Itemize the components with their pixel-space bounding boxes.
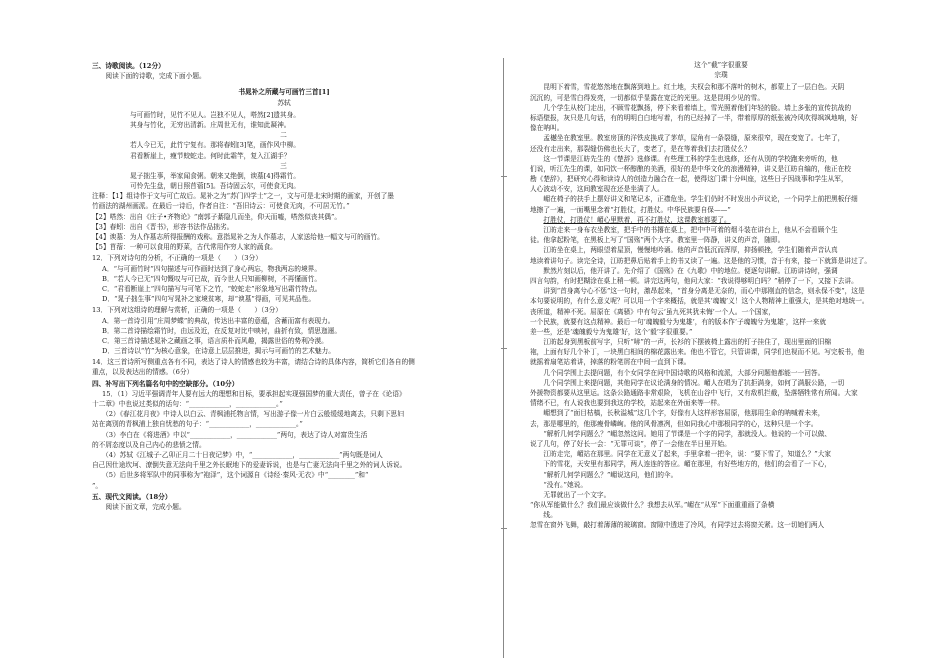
note-line: 【5】苜蓿：一种可以食用的野菜，古代常用作穷人家的蔬食。 xyxy=(92,243,277,252)
poem-line: 君看断崖上，瘦节蛟蛇走。何时此霜竿，复入江湖手？ xyxy=(130,151,291,160)
section5-title: 五、现代文阅读。（18分） xyxy=(92,492,172,501)
article-line: 去，那是哪里的，他那瘦骨嶙峋。他的风骨凛冽，但如同我心中那根同学的心，这种只是一个字。 xyxy=(530,419,818,428)
question-14-cont: 重点，以及表达出的情感。（6分） xyxy=(92,368,194,377)
q15-line: 自己因仕途坎坷、潦倒失意无法向千里之外长眠地下的爱妻诉说，也是与亡妻无法向千里之外的词人诉说。 xyxy=(92,461,407,470)
option-d: D．“晁子拙生事”四句写晁补之家境贫寒，却“谀墓”得画，可见其品性。 xyxy=(102,295,316,304)
article-line: 袍，上面有好几个补丁，一块黑白相间的棉花露出来。他也不管它，只管讲课，同学们也视而不见。写完板书，他 xyxy=(530,348,865,357)
article-title: 这个“截”字很重要 xyxy=(694,61,748,69)
option-c: C．第三首诗描述晁补之藏画之事，语言质朴而风趣，揭露世俗的势利冷漠。 xyxy=(102,336,328,345)
q15-line: （3）李白在《将进酒》中以“____________，____________”两句，表达了诗人对富贵生活 xyxy=(102,430,368,439)
article-line: 江昉坐在桌上，两眼望着屋顶，慢慢地吟诵。他的声音低沉而浑厚，抑扬顿挫，学生们随着声音认真 xyxy=(543,246,838,255)
article-line: 几个同学围上来提问题，其他同学在议论满身的情况。嵋人在唱为了抗拒满身，如何了满服公路，一切 xyxy=(543,378,845,387)
article-line: 一个民族，就要有这点精神。最后一句‘魂魄毅兮为鬼雄’，有的版本作‘子魂魄兮为鬼雄’，这样一来就 xyxy=(530,317,827,326)
note-line: 【3】春蚓：出自《晋书》，形容书法作品拙劣。 xyxy=(92,222,234,231)
section5-intro: 阅读下面文章，完成小题。 xyxy=(105,502,186,511)
article-line: 丧所道，精神不死。屈原在《离骚》中有句云‘虽九死其犹未悔’一个人。一个国家， xyxy=(530,307,775,316)
q15-line: （5）后世多将军队中的同事称为“袍泽”，这个词源自《诗经·秦风·无衣》中“________”和“ xyxy=(102,471,369,480)
article-line: 像在呐叫。 xyxy=(530,124,564,133)
poem-line: 与可画竹时，见竹不见人。岂独不见人，嗒然[2]遗其身。 xyxy=(130,110,300,119)
poem-line: 若人今已无，此竹宁复有。那将春蚓[3]笔，画作风中柳。 xyxy=(130,141,300,150)
article-line: “解析几何学问题么？”嵋忽然这问。她用了节课是一个字的同学，那就没人。他说的一个可以做、 xyxy=(543,429,832,438)
article-line: 几个同学围上去提问题，有个女同学在问中国诗歌的风格和流派，大部分问题他都能一一回答。 xyxy=(543,368,825,377)
article-line: 人心波动不安，这间教室现在还是坐满了人。 xyxy=(530,185,664,194)
article-line: 昆明下着雪，雪花悠然地在飘落到地上。红土地，夫权会和那不落叶的树木，都蒙上了一层白色。天阴 xyxy=(543,83,845,92)
question-13: 13．下列对这组诗的理解与赏析，正确的一项是（ ）（3分） xyxy=(92,306,282,315)
article-line: 徒。他拿起粉笔，在黑板上写了“国殇”两个大字。教室里一阵静，讲义的声音，随即。 xyxy=(530,236,785,245)
q15-line: 15．（1）习近平强调青年人要有远大的理想和目标，要承担起实现强国梦的重大责任，曾子在《论语》 xyxy=(102,389,406,398)
section3-intro: 阅读下面的诗歌，完成下面小题。 xyxy=(105,72,206,81)
poem-line: 晁子拙生事，举家闻食粥。朝来又绝倒，谀墓[4]得霜竹。 xyxy=(130,171,300,180)
note-line: 【4】谀墓：为人作墓志所得报酬的戏称。意指晁补之为人作墓志，人家送给他一幅文与可的画竹。 xyxy=(92,233,384,241)
option-b: B．第二首诗描绘霜竹时，由远及近，在反复对比中映衬，曲折有致，情思迤逦。 xyxy=(102,326,342,335)
article-line: 几个学生从校门走出，不顾雪花飘扬，停下来看着墙上，雪光照着他们年轻的脸。墙上多张的宣传抗战的 xyxy=(543,103,852,112)
option-d: D．三首诗以“竹”为核心意象，在诗意上层层推进，揭示与可画竹的艺术魅力。 xyxy=(102,347,335,356)
article-line: 江昉走完，嵋站在那里。同学在无意义了起来，手里拿着一把伞，说：“要下雪了，知道么？”大家 xyxy=(543,450,832,459)
article-line: 默然片刻以后，他开讲了。先介绍了《国殇》在《九歌》中的地位。便逐句讲解。江昉讲诗时，强调 xyxy=(543,266,838,275)
article-line: 们说，听江先生的课，如同饮一杯醇酿的美酒，很好的是中华文化的浪漫精神，讲义是江昉自编的，他正在校 xyxy=(530,164,851,173)
article-body xyxy=(530,82,912,530)
article-line: 还没有走出来，那裂缝仿佛也长大了，变老了，是在等着我们去打胜仗么？ xyxy=(530,144,751,153)
section4-title: 四、补写出下列名篇名句中的空缺部分。（10分） xyxy=(92,379,239,388)
option-a: A．第一首诗引用“庄周梦蝶”的典故，传达出丰富的意蕴，含蓄而富有表现力。 xyxy=(102,316,335,325)
q15-line: 十二章》中也说过类似的话句：“____________，____________。” xyxy=(92,400,283,408)
q15-line: （2）《春江花月夜》中诗人以白云、青枫浦托物言情，写出游子像一片白云般缓缓地离去，只剩下思妇 xyxy=(102,410,404,419)
article-line: 忽雪在窗外飞舞，敲打着薄薄的玻璃窗。窗隙中透进了冷风，有同学过去将窗关紧。这一切她们两人 xyxy=(530,521,825,530)
article-line: 讲到“首身离兮心不惩”这一句时，激昂起来，“首身分离是无奈的，而心中那刚直的信念，则永保不变”，这是 xyxy=(543,287,865,296)
article-line: 地擦了一遍，一面嘴里念着“打胜仗，打胜仗。中华民族要自保——” xyxy=(530,205,731,214)
article-line: “你从军能做什么？我们最应该做什么？我想去从军。”嵋在“从军”下面重重画了条横 xyxy=(530,501,775,510)
note-line: 注释：【1】组诗作于文与可亡故后。晁补之为“苏门四学士”之一，文与可是北宋时期的画家，开创了墨 xyxy=(92,192,394,201)
article-line: 下的雪花，天安里有那同学，两人连连的答应。嵋在那里，有好些地方的，他们的会看了一下心， xyxy=(543,460,831,469)
article-line: 无罪就出了一个文字。 xyxy=(543,490,611,499)
article-line: “没有。”她说。 xyxy=(543,480,588,489)
article-line: 嵋在椅子的扶手上摆好讲义和笔记本，正襟危坐。学生们仍时不时发出小声议论，一个同学上前把黑板仔细 xyxy=(543,195,858,204)
poem-number: 三 xyxy=(280,161,288,170)
question-14: 14．这三首诗所写侧重点各有不同，表达了诗人的情感也较为丰富，请结合诗的具体内容，简析它们各自的侧 xyxy=(92,358,415,367)
article-line: 这一节课是江昉先生的《楚辞》选修课。有些理工科的学生也选修，还有从别的学校跑来旁听的，他 xyxy=(543,154,838,163)
section3-title: 三、诗歌阅读。（12分） xyxy=(92,62,165,70)
article-line: 标语壁报，灰只是几句话，有的明明白白地写着，有的已经掉了一半，带着厚厚的纸张被冷风吹得飒飒地响，好 xyxy=(530,113,858,122)
q15-line: ”。 xyxy=(92,481,103,490)
article-line: 嵋想到了“面目枯槁，长秋溢城”这几个字，好像有人这样形容屈原，他那用生命的呐喊着未来， xyxy=(543,409,825,418)
article-line: 外援物资都要从这里运。这条公路通路非常艰险，飞机在山谷中飞行，又有敌机拦截，坠落牺牲常有所闻。大家 xyxy=(530,389,858,397)
poem-author: 苏轼 xyxy=(277,98,291,107)
article-line: 本句要说明的，有什么意义呢？可以用一个字来概括，就是其‘魂魄’义！这个人物精神上重强大，是其绝对地统一。 xyxy=(530,297,869,306)
question-12: 12．下列对诗句的分析，不正确的一项是（ ）（3分） xyxy=(92,254,262,263)
column-divider xyxy=(503,58,504,658)
option-a: A．“与可画竹时”四句描述与可作画时达到了身心两忘，物我两忘的境界。 xyxy=(102,264,322,273)
note-line: 竹画法的湖州画派。在最后一诗后，作者自注：“吾旧诗云：可使食无肉，不可居无竹。” xyxy=(92,202,350,211)
article-line: 江昉走来一身布衣坐教室，把手中的书撂在桌上，把中中可着的烟斗装在讲台上，他从不会看顾个生 xyxy=(543,226,838,234)
article-line: 勘《楚辞》，把研究心得和读诗人的创造力融合在一起，使得这门课十分叫座，这些日子因战事和学生从军， xyxy=(530,175,848,184)
article-line: 线。 xyxy=(543,511,557,520)
poem-title: 书晁补之所藏与可画竹三首[1] xyxy=(238,88,330,97)
note-line: 【2】嗒然：出自《庄子•齐物论》“南郭子綦隐几而坐，仰天而嘘，嗒然似丧其偶”。 xyxy=(92,212,342,221)
left-column xyxy=(92,60,476,512)
q15-line: 的不屑态度以及自己内心的悲愤之情。 xyxy=(92,440,206,449)
poem-line: 其身与竹化，无穷出清新。庄周世无有，谁知此凝神。 xyxy=(130,120,291,129)
q15-line: 站在离别的青枫浦上独自忧愁的句子：“____________，____________。” xyxy=(92,420,303,429)
article-author: 宗璞 xyxy=(714,71,728,80)
article-line: 孟樾坐在教室里。教室房顶的洋铁皮换成了茅草，屋角有一条裂缝，原来很窄，现在变宽了。七年了， xyxy=(543,134,845,143)
article-line: 四言句韵，有时把糊涂在桌上稍一顿。讲完这两句，他问大家：“我说得够明白吗？”稍停了一下，又接下去讲。 xyxy=(530,276,858,285)
article-line: 情绪不已，有人说我也要到我这的学校，站起来在外面来等一样。 xyxy=(530,399,724,408)
article-line: “解析几何学问题么？”嵋说这问，他们的伞。 xyxy=(543,470,678,479)
article-line: 差一些，还是‘魂魄毅兮为鬼雄’好，这个‘毅’字很重要。” xyxy=(530,327,693,336)
option-b: B．“若人今已无”四句慨叹与可已故，而今世人只知画柳树，不再懂画竹。 xyxy=(102,274,322,283)
article-line: 就摇着扇笔站着讲，掉落的粉笔屑在中间一直到下课。 xyxy=(530,358,691,367)
right-column xyxy=(530,60,912,531)
option-c: C．“君看断崖上”四句描写与可笔下之竹，“蛟蛇走”形象地写出霜竹特点。 xyxy=(102,284,322,293)
article-line: 打胜仗，打胜仗！嵋心里默着，再不打胜仗，这课教室都要了。 xyxy=(543,215,731,224)
poem-line: 可怜先生盘，朝日照苜蓿[5]。吾诗固云尔，可使食无肉。 xyxy=(130,182,300,191)
article-line: 江昉起身到黑板前写字，只听“哧”的一声，长衫的下摆被椅上露出的钉子挂住了，现出里面的旧棉 xyxy=(543,338,832,347)
article-line: 地读着讲句子。读完全诗，江昉把鼻后贴着手上的书又读了一遍。这是他的习惯，音于有来，接一下就算是讲过了。 xyxy=(530,256,872,265)
q15-line: （4）苏轼《江城子·乙卯正月二十日夜记梦》中，“____________，____________”两句既是词人 xyxy=(102,450,383,459)
poem-number: 二 xyxy=(280,131,288,140)
article-line: 说了几句，停了好长一会：“无罪可谈”，停了一会他在半日里开始。 xyxy=(530,439,731,448)
article-line: 沉沉的，可是雪白得发亮，一切都似乎显露在宽泛的光里。这是昆明少见的雪。 xyxy=(530,93,765,102)
